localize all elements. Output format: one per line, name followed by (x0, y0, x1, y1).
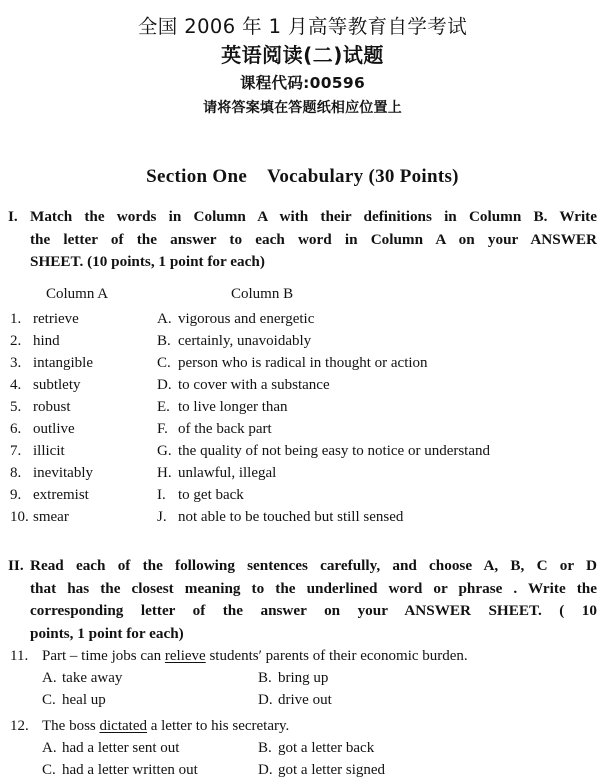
underlined-word: dictated (99, 718, 147, 735)
option-a[interactable] (42, 667, 122, 689)
option-c[interactable] (42, 759, 198, 781)
option-b[interactable] (258, 737, 374, 759)
part-two-instruction-line-2: that has the closest meaning to the underlined word or phrase . Write the (30, 579, 597, 597)
answer-sheet-notice: 请将答案填在答题纸相应位置上 (203, 100, 402, 116)
matching-rows (0, 308, 605, 529)
table-row[interactable] (0, 418, 605, 440)
option-letter: B. (258, 670, 272, 687)
question-stem (0, 715, 605, 737)
option-text: got a letter signed (278, 762, 386, 779)
vocabulary-word: retrieve (33, 310, 79, 327)
option-text: had a letter written out (62, 762, 198, 779)
definition-letter: I. (157, 487, 166, 504)
item-number: 1. (10, 310, 22, 327)
table-row[interactable] (0, 440, 605, 462)
underlined-word: relieve (164, 648, 206, 665)
question-12 (0, 715, 605, 781)
definition-text: not able to be touched but still sensed (178, 509, 404, 526)
definition-text: certainly, unavoidably (178, 332, 312, 349)
definition-text: unlawful, illegal (178, 465, 277, 482)
section-points: (30 Points) (368, 166, 459, 187)
item-number: 4. (10, 376, 22, 393)
vocabulary-word: intangible (33, 354, 93, 371)
option-text: heal up (62, 692, 106, 709)
definition-text: of the back part (178, 420, 272, 437)
part-one-instruction-line-3: SHEET. (10 points, 1 point for each) (30, 253, 265, 270)
definition-letter: D. (157, 376, 172, 393)
vocabulary-word: subtlety (33, 376, 81, 393)
definition-letter: J. (157, 509, 167, 526)
option-row (0, 667, 605, 689)
question-stem (0, 645, 605, 667)
question-11 (0, 645, 605, 711)
stem-after: a letter to his secretary. (146, 718, 290, 735)
table-row[interactable] (0, 308, 605, 330)
table-row[interactable] (0, 506, 605, 528)
item-number: 6. (10, 420, 22, 437)
stem-after: students′ parents of their economic burden. (205, 648, 468, 665)
vocabulary-word: illicit (33, 443, 65, 460)
item-number: 10. (10, 509, 29, 526)
definition-letter: C. (157, 354, 171, 371)
section-label: Section One (146, 166, 248, 187)
definition-letter: H. (157, 465, 172, 482)
item-number: 9. (10, 487, 22, 504)
option-text: drive out (278, 692, 332, 709)
definition-text: vigorous and energetic (178, 310, 315, 327)
definition-letter: B. (157, 332, 171, 349)
table-row[interactable] (0, 484, 605, 506)
definition-letter: A. (157, 310, 172, 327)
definition-letter: G. (157, 443, 172, 460)
option-row (0, 759, 605, 781)
question-sentence (42, 645, 468, 667)
exam-title-national: 全国 2006 年 1 月高等教育自学考试 (137, 15, 468, 38)
definition-text: person who is radical in thought or action (178, 354, 428, 371)
part-one-instruction-line-1: Match the words in Column A with their definitions in Column B. Write (30, 208, 597, 225)
table-row[interactable] (0, 374, 605, 396)
part-one-instructions (0, 206, 605, 274)
course-code: 课程代码:00596 (239, 74, 366, 92)
option-a[interactable] (42, 737, 179, 759)
option-b[interactable] (258, 667, 328, 689)
question-number: 12. (10, 718, 29, 735)
option-letter: B. (258, 740, 272, 757)
question-sentence (42, 715, 289, 737)
option-letter: A. (42, 670, 57, 687)
option-letter: D. (258, 692, 273, 709)
definition-text: to live longer than (178, 398, 288, 415)
matching-column-headers (0, 286, 605, 308)
option-d[interactable] (258, 689, 332, 711)
definition-text: to cover with a substance (178, 376, 330, 393)
vocabulary-word: hind (33, 332, 60, 349)
table-row[interactable] (0, 352, 605, 374)
option-row (0, 689, 605, 711)
exam-subject-title: 英语阅读(二)试题 (221, 43, 384, 67)
stem-before: Part – time jobs can (42, 648, 165, 665)
option-c[interactable] (42, 689, 106, 711)
part-two-instruction-line-4: points, 1 point for each) (30, 624, 184, 642)
definition-letter: F. (157, 420, 168, 437)
option-row (0, 737, 605, 759)
column-a-header: Column A (46, 285, 109, 302)
vocabulary-word: extremist (33, 487, 89, 504)
part-two-instruction-line-1: Read each of the following sentences carefully, and choose A, B, C or D (30, 557, 597, 575)
part-one-numeral: I. (8, 208, 18, 225)
option-text: had a letter sent out (62, 740, 180, 757)
part-one-instruction-line-2: the letter of the answer to each word in Column A on your ANSWER (30, 230, 597, 248)
item-number: 3. (10, 354, 22, 371)
definition-letter: E. (157, 398, 170, 415)
option-letter: C. (42, 692, 56, 709)
question-11-options (0, 667, 605, 711)
definition-text: the quality of not being easy to notice or understand (178, 443, 491, 460)
table-row[interactable] (0, 396, 605, 418)
option-letter: A. (42, 740, 57, 757)
vocabulary-word: robust (33, 398, 71, 415)
section-name: Vocabulary (267, 166, 364, 187)
stem-before: The boss (42, 718, 100, 735)
matching-exercise (0, 286, 605, 529)
vocabulary-word: smear (33, 509, 69, 526)
option-letter: D. (258, 762, 273, 779)
definition-text: to get back (178, 487, 244, 504)
option-text: got a letter back (278, 740, 375, 757)
column-b-header: Column B (231, 285, 294, 302)
table-row[interactable] (0, 330, 605, 352)
option-text: bring up (278, 670, 329, 687)
item-number: 2. (10, 332, 22, 349)
table-row[interactable] (0, 462, 605, 484)
vocabulary-word: inevitably (33, 465, 93, 482)
part-two-instructions (0, 555, 605, 645)
option-text: take away (62, 670, 123, 687)
item-number: 8. (10, 465, 22, 482)
section-one-title (0, 166, 605, 188)
item-number: 7. (10, 443, 22, 460)
item-number: 5. (10, 398, 22, 415)
exam-header (0, 0, 605, 120)
option-d[interactable] (258, 759, 385, 781)
vocabulary-word: outlive (33, 420, 75, 437)
option-letter: C. (42, 762, 56, 779)
part-two-instruction-line-3: corresponding letter of the answer on your ANSWER SHEET. ( 10 (30, 602, 597, 620)
part-two-numeral: II. (8, 557, 24, 575)
question-number: 11. (10, 648, 29, 665)
